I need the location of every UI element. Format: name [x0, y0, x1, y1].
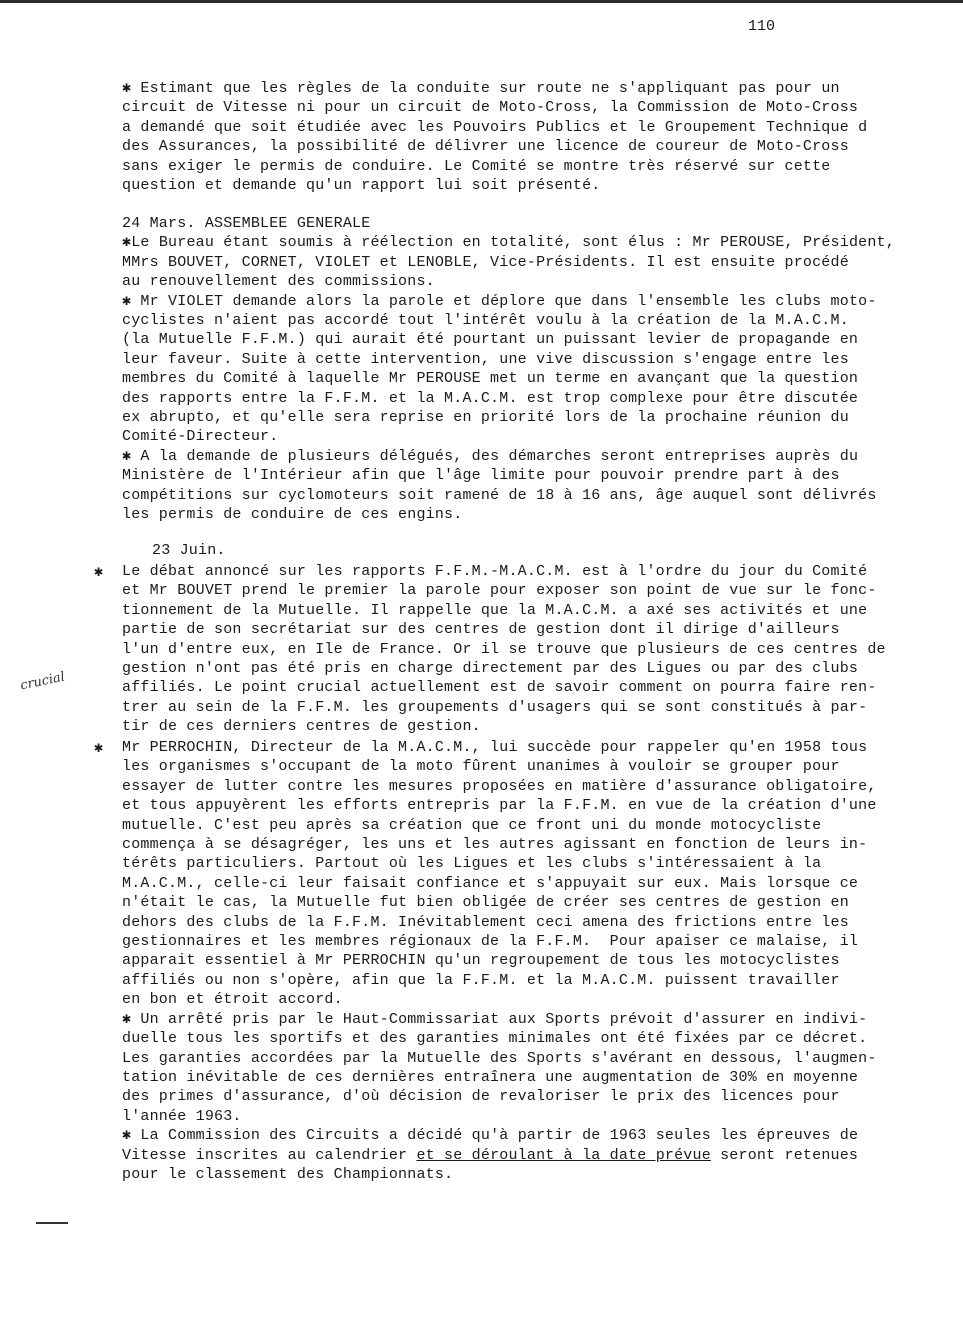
text-line: tionnement de la Mutuelle. Il rappelle que la M.A.C.M. a axé ses activités et une [122, 601, 868, 619]
text-line: mutuelle. C'est peu après sa création que ce front uni du monde motocycliste [122, 816, 822, 834]
paragraph-moto-cross-licence [122, 79, 937, 195]
top-rule [0, 0, 963, 3]
text-segment: Vitesse inscrites au calendrier [122, 1146, 417, 1164]
text-line: membres du Comité à laquelle Mr PEROUSE met un terme en avançant que la question [122, 370, 859, 388]
text-line: compétitions sur cyclomoteurs soit ramené de 18 à 16 ans, âge auquel sont délivrés [122, 486, 877, 504]
section-heading: 23 Juin. [152, 542, 226, 559]
text-segment: seront retenues [710, 1146, 859, 1164]
text-line: Comité-Directeur. [122, 428, 279, 446]
text-line: duelle tous les sportifs et des garanties minimales ont été fixées par ce décret. [122, 1030, 868, 1048]
text-line: n'était le cas, la Mutuelle fut bien obligée de créer ses centres de gestion en [122, 894, 849, 912]
text-line: des rapports entre la F.F.M. et la M.A.C.M. est trop complexe pour être discutée [122, 389, 859, 407]
text-line: Les garanties accordées par la Mutuelle des Sports s'avérant en dessous, l'augmen- [122, 1049, 877, 1067]
text-line: des primes d'assurance, d'où décision de revaloriser le prix des licences pour [122, 1088, 840, 1106]
underlined-phrase: et se déroulant à la date prévue [416, 1146, 711, 1164]
bullet-star-1: ✱ [94, 564, 104, 581]
bullet-star-2: ✱ [94, 740, 104, 757]
text-line: pour le classement des Championnats. [122, 1165, 454, 1183]
text-line: ex abrupto, et qu'elle sera reprise en priorité lors de la prochaine réunion du [122, 409, 849, 427]
text-line: circuit de Vitesse ni pour un circuit de Moto-Cross, la Commission de Moto-Cross [122, 99, 859, 117]
text-line: tation inévitable de ces dernières entraînera une augmentation de 30% en moyenne [122, 1068, 859, 1086]
text-line-with-underline [122, 1146, 937, 1165]
text-line: Ministère de l'Intérieur afin que l'âge limite pour pouvoir prendre part à des [122, 467, 840, 485]
text-line: gestion n'ont pas été pris en charge directement par des Ligues ou par des clubs [122, 660, 859, 678]
text-line: essayer de lutter contre les mesures proposées en matière d'assurance obligatoire, [122, 777, 877, 795]
text-line: sans exiger le permis de conduire. Le Comité se montre très réservé sur cette [122, 157, 831, 175]
section-24-mars [122, 214, 937, 525]
text-line: ✱ A la demande de plusieurs délégués, des démarches seront entreprises auprès du [122, 447, 859, 465]
text-line: (la Mutuelle F.F.M.) qui aurait été pourtant un puissant levier de propagande en [122, 331, 859, 349]
text-line: gestionnaires et les membres régionaux de la F.F.M. Pour apaiser ce malaise, il [122, 933, 859, 951]
text-line: et tous appuyèrent les efforts entrepris par la F.F.M. en vue de la création d'une [122, 797, 877, 815]
text-line: ✱ Un arrêté pris par le Haut-Commissariat aux Sports prévoit d'assurer en indivi- [122, 1010, 868, 1028]
text-line: et Mr BOUVET prend le premier la parole pour exposer son point de vue sur le fonc- [122, 582, 877, 600]
text-line: en bon et étroit accord. [122, 991, 343, 1009]
paragraph-perrochin [122, 738, 937, 1184]
text-line: partie de son secrétariat sur des centres de gestion dont il dirige d'ailleurs [122, 621, 840, 639]
text-line: l'année 1963. [122, 1107, 242, 1125]
text-line: M.A.C.M., celle-ci leur faisait confiance et s'appuyait sur eux. Mais lorsque ce [122, 874, 859, 892]
text-line: les organismes s'occupant de la moto fûrent unanimes à vouloir se grouper pour [122, 758, 840, 776]
text-line: MMrs BOUVET, CORNET, VIOLET et LENOBLE, Vice-Présidents. Il est ensuite procédé [122, 253, 849, 271]
margin-note-handwritten: crucial [18, 669, 67, 694]
text-line: leur faveur. Suite à cette intervention, une vive discussion s'engage entre les [122, 350, 849, 368]
text-line: au renouvellement des commissions. [122, 273, 435, 291]
text-line: trer au sein de la F.F.M. les groupements d'usagers qui se sont constitués à par- [122, 698, 868, 716]
text-line: Le débat annoncé sur les rapports F.F.M.-M.A.C.M. est à l'ordre du jour du Comité [122, 563, 868, 580]
text-line: ✱ La Commission des Circuits a décidé qu'à partir de 1963 seules les épreuves de [122, 1127, 859, 1145]
text-line: affiliés ou non s'opère, afin que la F.F.M. et la M.A.C.M. puissent travailler [122, 971, 840, 989]
margin-dash [36, 1222, 68, 1224]
text-line: Mr PERROCHIN, Directeur de la M.A.C.M., lui succède pour rappeler qu'en 1958 tous [122, 739, 868, 756]
text-line: affiliés. Le point crucial actuellement est de savoir comment on pourra faire ren- [122, 679, 877, 697]
section-23-juin-heading [152, 541, 937, 560]
paragraph-bouvet [122, 562, 937, 737]
page-number: 110 [748, 18, 776, 35]
text-line: tir de ces derniers centres de gestion. [122, 718, 481, 736]
section-heading: 24 Mars. ASSEMBLEE GENERALE [122, 215, 371, 232]
text-line: ✱Le Bureau étant soumis à réélection en totalité, sont élus : Mr PEROUSE, Président, [122, 234, 895, 252]
text-line: apparait essentiel à Mr PERROCHIN qu'un regroupement de tous les motocyclistes [122, 952, 840, 970]
text-line: question et demande qu'un rapport lui soit présenté. [122, 177, 601, 195]
text-line: cyclistes n'aient pas accordé tout l'intérêt voulu à la création de la M.A.C.M. [122, 312, 849, 330]
text-line: ✱ Mr VIOLET demande alors la parole et déplore que dans l'ensemble les clubs moto- [122, 292, 877, 310]
text-line: les permis de conduire de ces engins. [122, 506, 463, 524]
text-line: l'un d'entre eux, en Ile de France. Or il se trouve que plusieurs de ces centres de [122, 640, 886, 658]
text-line: commença à se désagréger, les uns et les autres agissant en fonction de leurs in- [122, 836, 868, 854]
text-line: ✱ Estimant que les règles de la conduite sur route ne s'appliquant pas pour un [122, 80, 840, 97]
text-line: des Assurances, la possibilité de délivrer une licence de coureur de Moto-Cross [122, 138, 849, 156]
text-line: a demandé que soit étudiée avec les Pouvoirs Publics et le Groupement Technique d [122, 118, 868, 136]
text-line: térêts particuliers. Partout où les Ligues et les clubs s'intéressaient à la [122, 855, 822, 873]
text-line: dehors des clubs de la F.F.M. Inévitablement ceci amena des frictions entre les [122, 913, 849, 931]
